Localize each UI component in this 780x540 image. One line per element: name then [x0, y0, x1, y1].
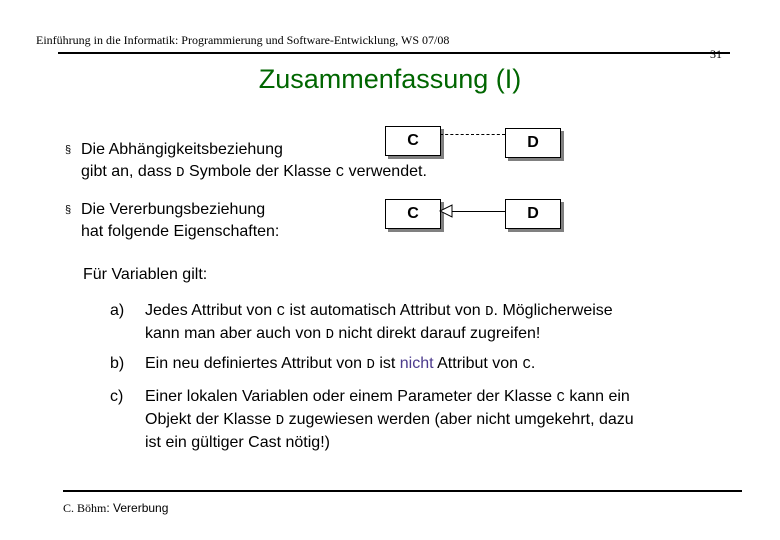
class-box-d-inheritance: D [505, 199, 561, 229]
dependency-line [440, 134, 505, 135]
bullet-line1: Die Vererbungsbeziehung [81, 201, 266, 218]
footer-rule [63, 490, 742, 492]
item-text: Ein neu definiertes Attribut von D ist nicht Attribut von C. [145, 355, 536, 373]
slide-title: Zusammenfassung (I) [258, 64, 522, 94]
inheritance-arrow-icon [439, 204, 453, 218]
footer-author: C. Böhm [63, 501, 107, 515]
item-label: a) [110, 302, 125, 319]
bullet-line1: Die Abhängigkeitsbeziehung [81, 141, 283, 158]
bullet-line2: gibt an, dass D Symbole der Klasse C verwendet. [81, 163, 427, 181]
bullet-line2: hat folgende Eigenschaften: [81, 223, 280, 240]
header-course: Einführung in die Informatik: Programmierung und Software-Entwicklung, WS 07/08 [36, 33, 450, 47]
page-number: 31 [710, 47, 722, 61]
item-label: c) [110, 388, 124, 405]
class-box-c-dependency: C [385, 126, 441, 156]
bullet-marker-icon: § [65, 204, 72, 216]
item-text: Einer lokalen Variablen oder einem Parameter der Klasse C kann ein Objekt der Klasse D zugewiesen werden (aber nicht umgekehrt, dazu ist ein gültiger Cast nötig!) [145, 388, 634, 451]
item-text: Jedes Attribut von C ist automatisch Attribut von D. Möglicherweise kann man aber auch von D nicht direkt darauf zugreifen! [145, 302, 613, 343]
class-box-d-dependency: D [505, 128, 561, 158]
bullet-marker-icon: § [65, 144, 72, 156]
item-label: b) [110, 355, 125, 372]
class-box-c-inheritance: C [385, 199, 441, 229]
inheritance-line [452, 211, 505, 212]
variables-heading: Für Variablen gilt: [83, 266, 208, 283]
footer [63, 501, 168, 516]
footer-topic: : Vererbung [106, 501, 169, 515]
header-rule [58, 52, 730, 54]
emphasis-text: nicht [399, 355, 434, 372]
